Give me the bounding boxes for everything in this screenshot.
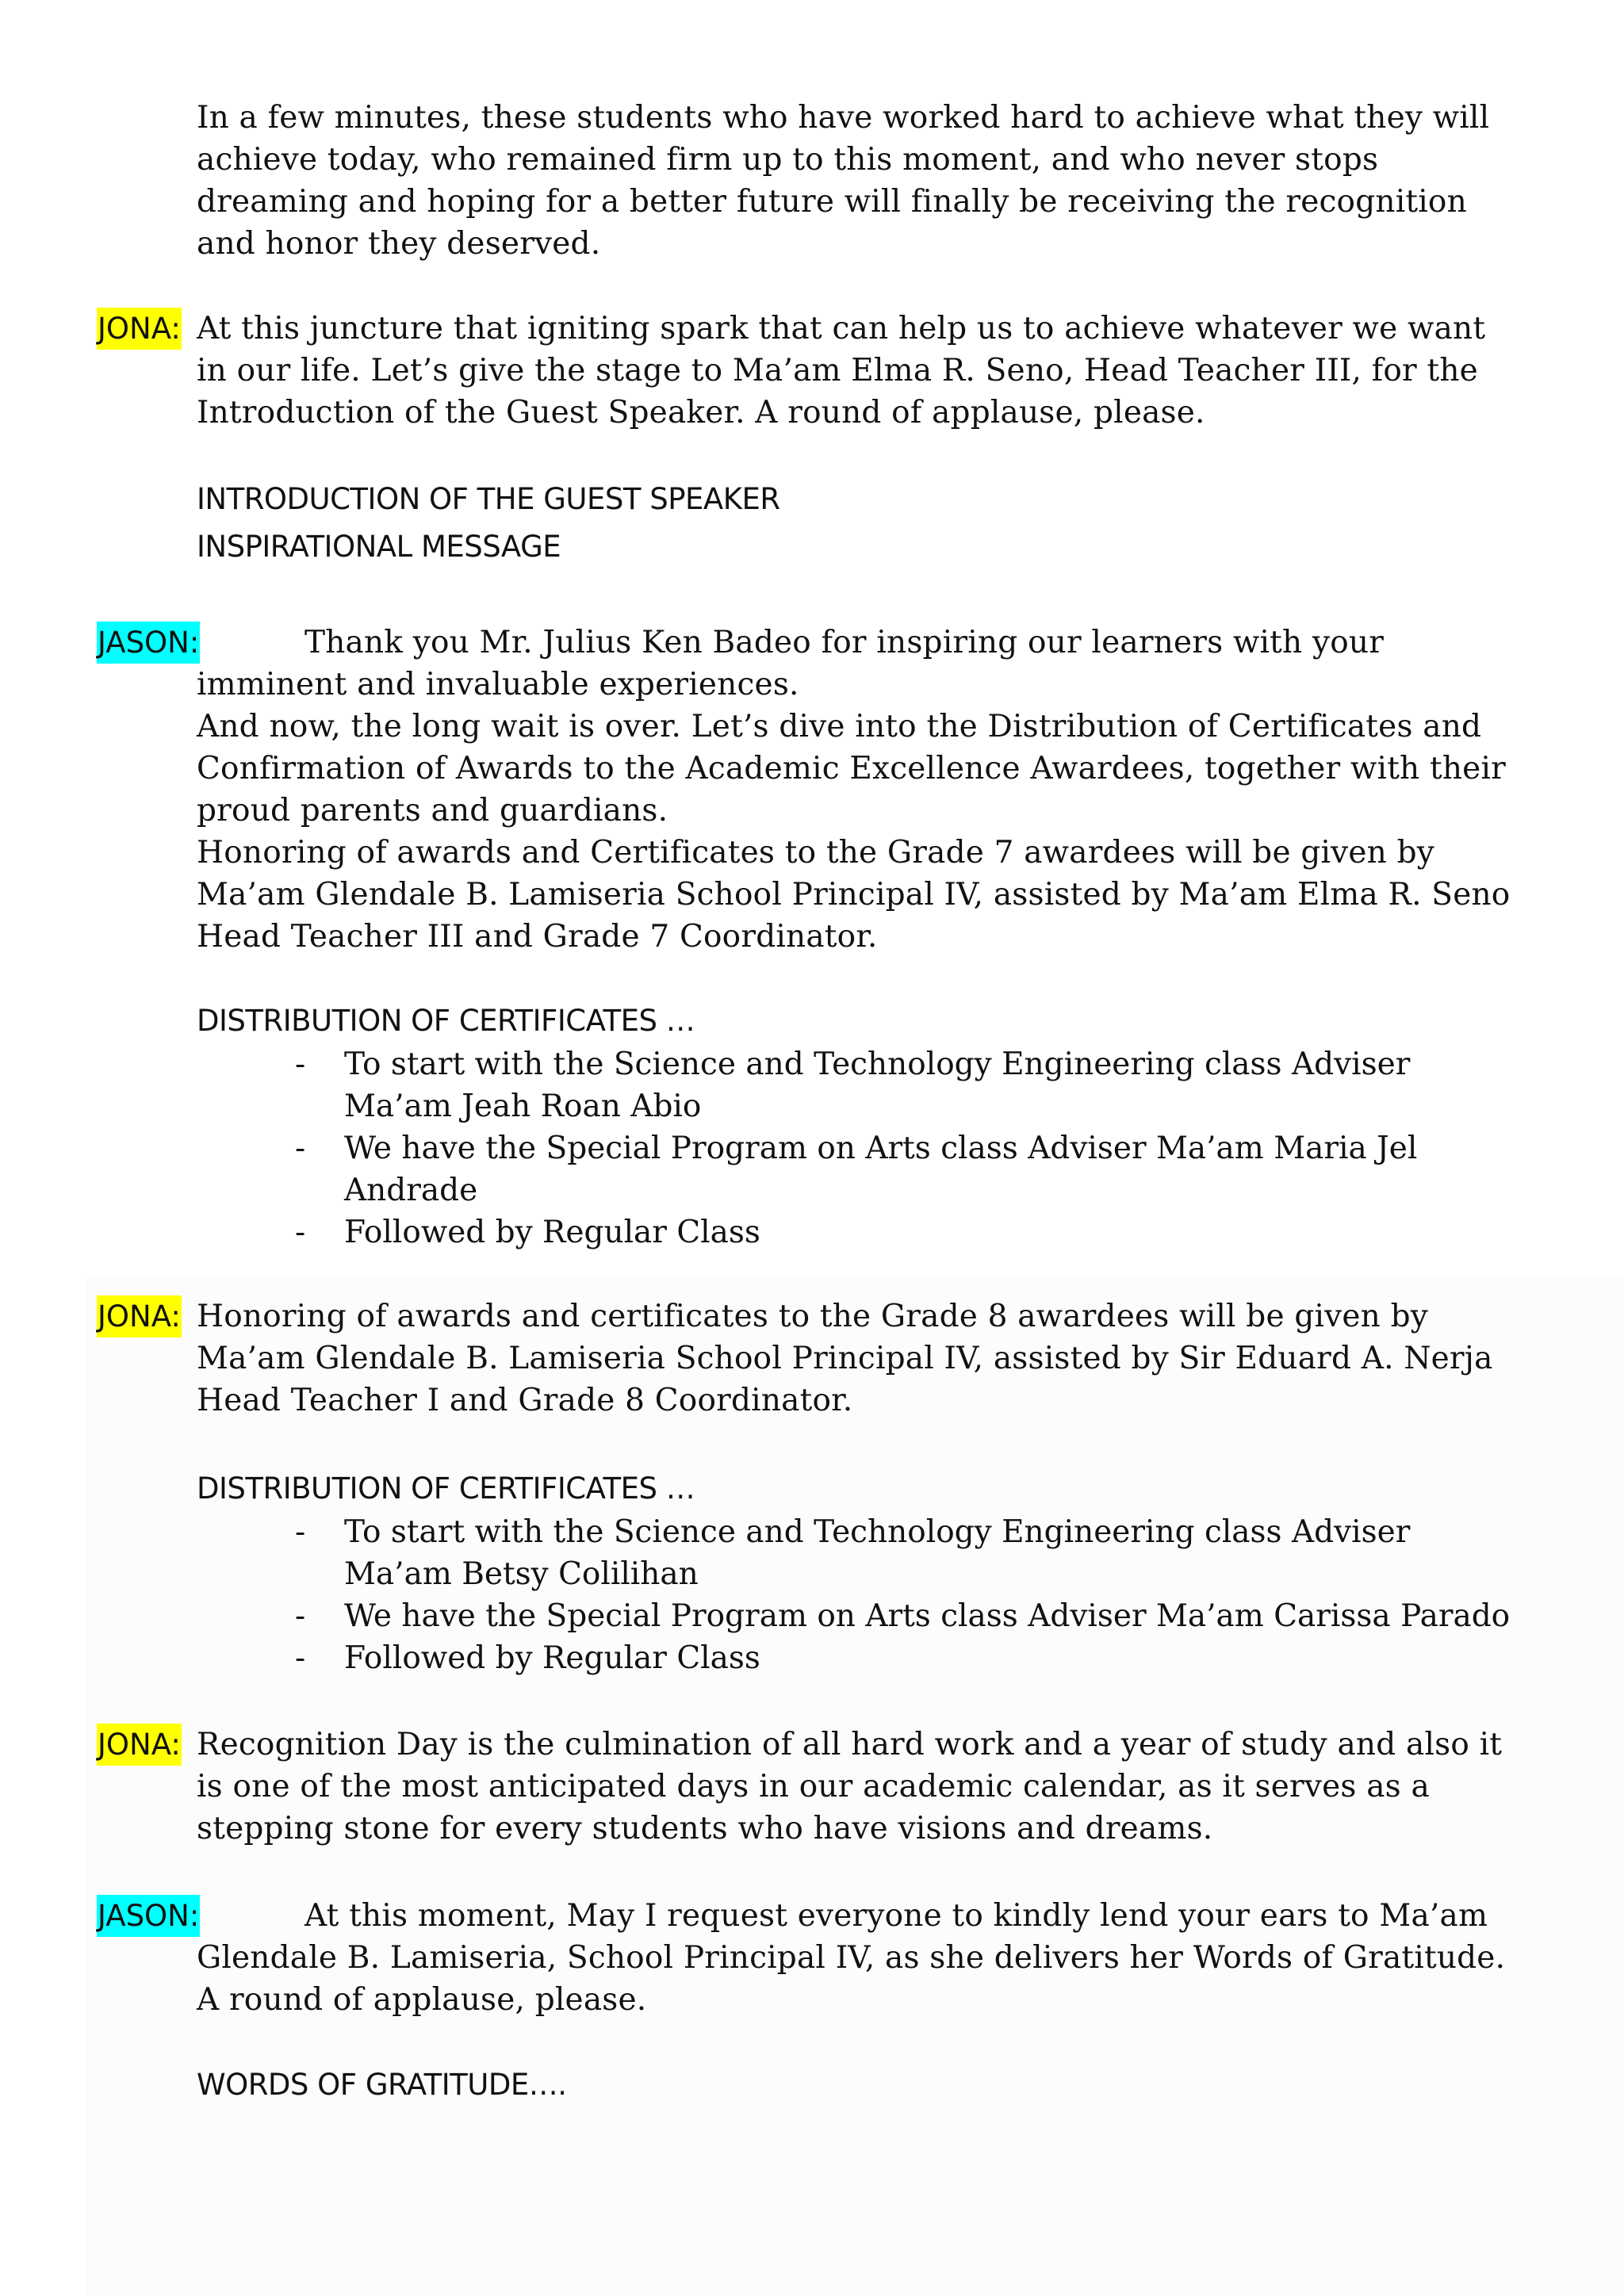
- dash-bullet: -: [295, 1514, 306, 1550]
- speaker-label-jona: JONA:: [97, 1724, 182, 1766]
- speaker-label-jason: JASON:: [97, 622, 200, 664]
- list-item-text: Andrade: [344, 1173, 478, 1208]
- dash-bullet: -: [295, 1215, 306, 1250]
- list-item-text: Followed by Regular Class: [344, 1640, 760, 1676]
- text-line: At this moment, May I request everyone to kindly lend your ears to Ma’am: [304, 1898, 1488, 1934]
- text-line: is one of the most anticipated days in our academic calendar, as it serves as a: [197, 1769, 1430, 1804]
- text-line: Glendale B. Lamiseria, School Principal IV, as she delivers her Words of Gratitude.: [197, 1940, 1506, 1976]
- text-line: Thank you Mr. Julius Ken Badeo for inspiring our learners with your: [304, 625, 1385, 660]
- text-line: and honor they deserved.: [197, 226, 601, 262]
- text-line: achieve today, who remained firm up to this moment, and who never stops: [197, 142, 1379, 178]
- text-line: Honoring of awards and Certificates to the Grade 7 awardees will be given by: [197, 835, 1434, 871]
- speaker-label-jason: JASON:: [97, 1895, 200, 1937]
- heading-distribution-grade8: DISTRIBUTION OF CERTIFICATES …: [197, 1471, 695, 1506]
- text-line: imminent and invaluable experiences.: [197, 667, 799, 702]
- dash-bullet: -: [295, 1598, 306, 1634]
- text-line: stepping stone for every students who have visions and dreams.: [197, 1811, 1213, 1846]
- list-item-text: We have the Special Program on Arts class Adviser Ma’am Maria Jel: [344, 1131, 1418, 1166]
- dash-bullet: -: [295, 1047, 306, 1082]
- text-line: In a few minutes, these students who have worked hard to achieve what they will: [197, 100, 1490, 136]
- jason-line-2: [197, 1895, 1529, 2021]
- list-item: [295, 1211, 1417, 1253]
- text-line: At this juncture that igniting spark that can help us to achieve whatever we want: [197, 311, 1486, 346]
- text-line: Recognition Day is the culmination of all hard work and a year of study and also it: [197, 1727, 1503, 1762]
- text-line: Head Teacher III and Grade 7 Coordinator.: [197, 919, 878, 955]
- heading-inspirational-message: INSPIRATIONAL MESSAGE: [197, 530, 561, 564]
- list-item-text: We have the Special Program on Arts class Adviser Ma’am Carissa Parado: [344, 1598, 1511, 1634]
- speaker-label-jona: JONA:: [97, 308, 182, 350]
- dash-bullet: -: [295, 1131, 306, 1166]
- text-line: Head Teacher I and Grade 8 Coordinator.: [197, 1383, 853, 1418]
- jona-line-1: [197, 308, 1529, 434]
- text-line: proud parents and guardians.: [197, 793, 668, 828]
- list-item: [295, 1127, 1417, 1211]
- text-line: Introduction of the Guest Speaker. A round of applause, please.: [197, 395, 1205, 430]
- heading-distribution-grade7: DISTRIBUTION OF CERTIFICATES …: [197, 1004, 695, 1038]
- list-item-text: Ma’am Jeah Roan Abio: [344, 1089, 702, 1124]
- jona-line-2: [197, 1295, 1529, 1422]
- text-line: Ma’am Glendale B. Lamiseria School Principal IV, assisted by Ma’am Elma R. Seno: [197, 877, 1511, 913]
- list-item: [295, 1043, 1417, 1127]
- text-line: in our life. Let’s give the stage to Ma’am Elma R. Seno, Head Teacher III, for the: [197, 353, 1478, 388]
- grade8-adviser-list: [295, 1511, 1510, 1679]
- intro-paragraph: [197, 97, 1529, 265]
- text-line: dreaming and hoping for a better future will finally be receiving the recognition: [197, 184, 1467, 220]
- jason-line-1: [197, 622, 1529, 958]
- jona-line-3: [197, 1724, 1529, 1850]
- list-item-text: Followed by Regular Class: [344, 1215, 760, 1250]
- text-line: Ma’am Glendale B. Lamiseria School Principal IV, assisted by Sir Eduard A. Nerja: [197, 1341, 1493, 1376]
- heading-guest-speaker: INTRODUCTION OF THE GUEST SPEAKER: [197, 482, 780, 516]
- speaker-label-jona: JONA:: [97, 1295, 182, 1337]
- heading-words-of-gratitude: WORDS OF GRATITUDE….: [197, 2068, 567, 2102]
- list-item-text: To start with the Science and Technology Engineering class Adviser: [344, 1514, 1411, 1550]
- text-line: Confirmation of Awards to the Academic Excellence Awardees, together with their: [197, 751, 1506, 786]
- list-item: [295, 1637, 1510, 1679]
- text-line: Honoring of awards and certificates to the Grade 8 awardees will be given by: [197, 1299, 1428, 1334]
- dash-bullet: -: [295, 1640, 306, 1676]
- list-item: [295, 1511, 1510, 1595]
- text-line: And now, the long wait is over. Let’s dive into the Distribution of Certificates and: [197, 709, 1482, 744]
- grade7-adviser-list: [295, 1043, 1417, 1253]
- text-line: A round of applause, please.: [197, 1982, 647, 2018]
- list-item-text: To start with the Science and Technology Engineering class Adviser: [344, 1047, 1411, 1082]
- list-item-text: Ma’am Betsy Colilihan: [344, 1556, 699, 1592]
- list-item: [295, 1595, 1510, 1637]
